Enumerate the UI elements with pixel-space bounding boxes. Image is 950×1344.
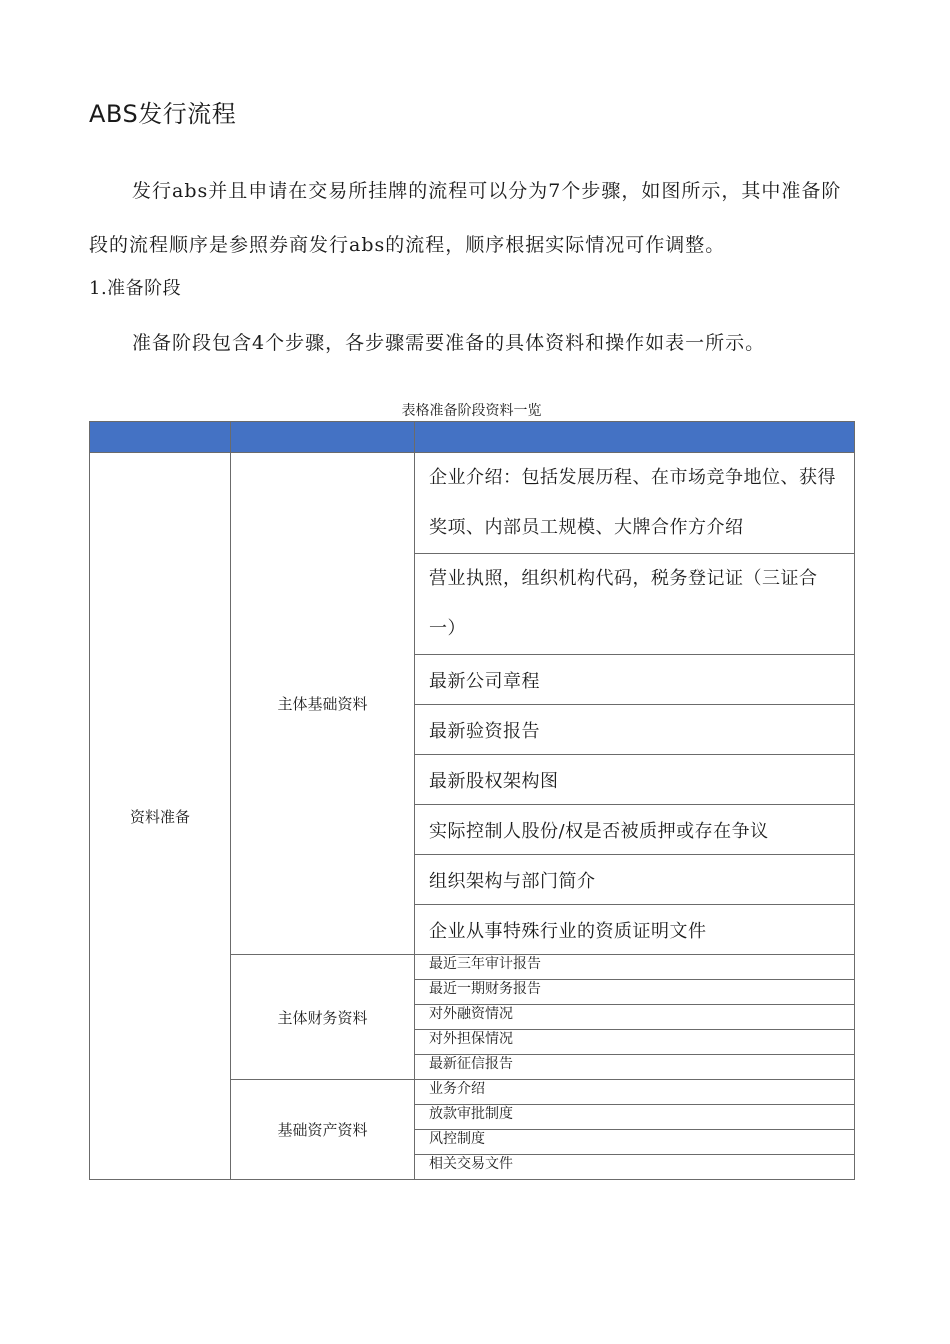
item-cell: 对外融资情况 bbox=[415, 1005, 855, 1030]
page-title: ABS发行流程 bbox=[89, 100, 237, 128]
item-cell: 企业从事特殊行业的资质证明文件 bbox=[415, 905, 855, 955]
group-cell: 主体基础资料 bbox=[231, 453, 415, 955]
table-header-cell bbox=[415, 422, 855, 453]
item-cell: 相关交易文件 bbox=[415, 1155, 855, 1180]
table-header-cell bbox=[231, 422, 415, 453]
item-cell: 对外担保情况 bbox=[415, 1030, 855, 1055]
group-cell: 基础资产资料 bbox=[231, 1080, 415, 1180]
table-header-cell bbox=[90, 422, 231, 453]
table-row bbox=[90, 453, 855, 554]
item-cell: 最新公司章程 bbox=[415, 655, 855, 705]
item-cell: 最近三年审计报告 bbox=[415, 955, 855, 980]
table-caption: 表格准备阶段资料一览 bbox=[401, 403, 542, 419]
item-cell: 企业介绍：包括发展历程、在市场竞争地位、获得奖项、内部员工规模、大牌合作方介绍 bbox=[415, 453, 855, 554]
item-cell: 放款审批制度 bbox=[415, 1105, 855, 1130]
table-header-row bbox=[90, 422, 855, 453]
group-cell: 主体财务资料 bbox=[231, 955, 415, 1080]
item-cell: 营业执照，组织机构代码，税务登记证（三证合一） bbox=[415, 554, 855, 655]
item-cell: 最近一期财务报告 bbox=[415, 980, 855, 1005]
item-cell: 最新征信报告 bbox=[415, 1055, 855, 1080]
item-cell: 业务介绍 bbox=[415, 1080, 855, 1105]
item-cell: 组织架构与部门简介 bbox=[415, 855, 855, 905]
section-heading: 1.准备阶段 bbox=[89, 278, 182, 299]
stage-cell: 资料准备 bbox=[90, 453, 231, 1180]
intro-paragraph: 发行abs并且申请在交易所挂牌的流程可以分为7个步骤，如图所示，其中准备阶段的流程顺序是参照券商发行abs的流程，顺序根据实际情况可作调整。 bbox=[89, 180, 842, 256]
item-cell: 风控制度 bbox=[415, 1130, 855, 1155]
item-cell: 实际控制人股份/权是否被质押或存在争议 bbox=[415, 805, 855, 855]
materials-table bbox=[89, 421, 855, 1180]
section-paragraph: 准备阶段包含4个步骤，各步骤需要准备的具体资料和操作如表一所示。 bbox=[132, 332, 766, 354]
item-cell: 最新股权架构图 bbox=[415, 755, 855, 805]
item-cell: 最新验资报告 bbox=[415, 705, 855, 755]
